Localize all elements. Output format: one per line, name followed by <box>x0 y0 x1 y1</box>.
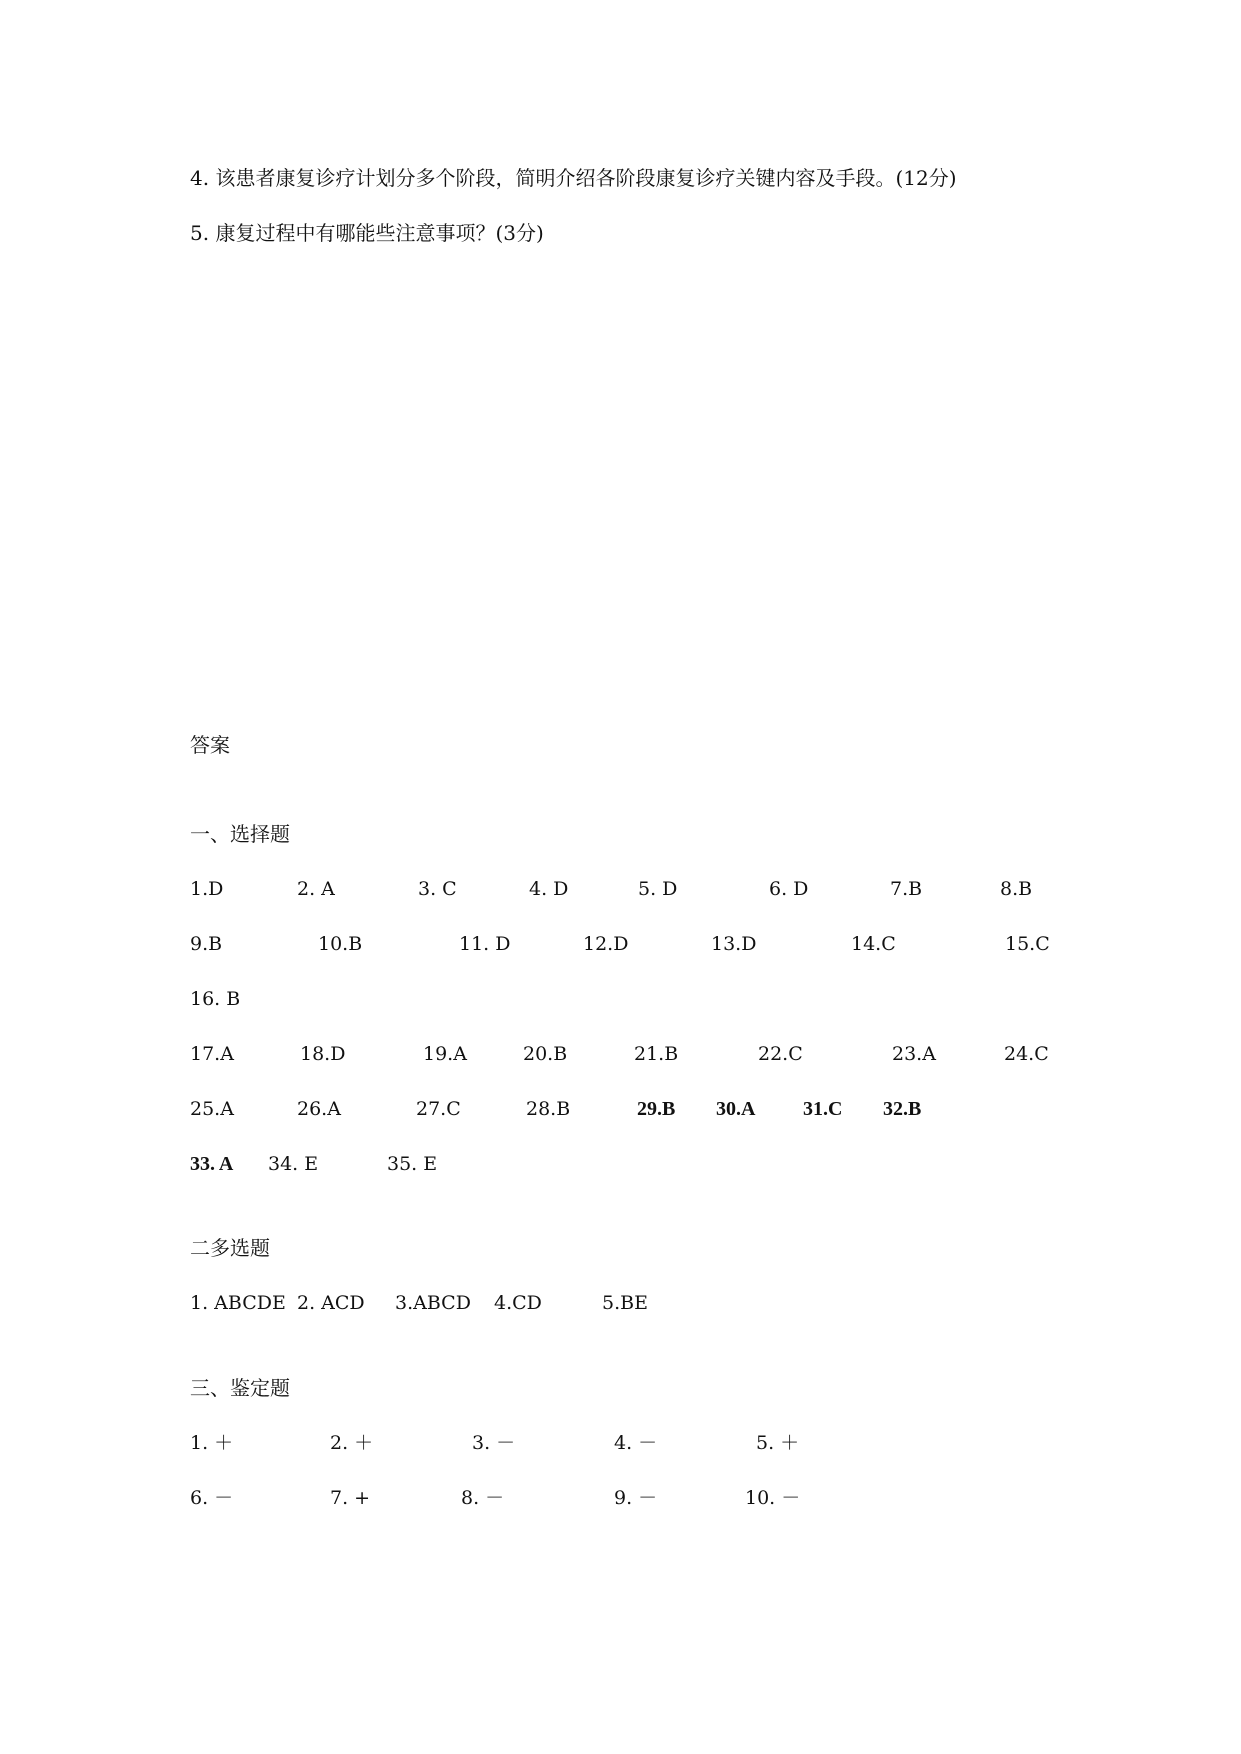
answer-cell: 2. A <box>297 878 335 900</box>
answer-cell: 1. ＋ <box>190 1432 234 1454</box>
section-2-title: 二多选题 <box>190 1236 270 1260</box>
answer-cell: 4. D <box>529 878 569 900</box>
answer-cell: 29.B <box>637 1098 676 1120</box>
answer-cell: 35. E <box>387 1153 438 1175</box>
answer-cell: 7. + <box>330 1487 371 1509</box>
answer-cell: 34. E <box>268 1153 319 1175</box>
answer-cell: 24.C <box>1004 1043 1049 1065</box>
answer-cell: 17.A <box>190 1043 234 1065</box>
question-5: 5. 康复过程中有哪能些注意事项？(3分) <box>190 221 544 245</box>
answer-cell: 18.D <box>300 1043 346 1065</box>
answer-cell: 4. － <box>614 1432 658 1454</box>
answer-cell: 5.BE <box>602 1292 648 1314</box>
answer-cell: 1.D <box>190 878 224 900</box>
section-1-title: 一、选择题 <box>190 822 290 846</box>
answer-cell: 10. － <box>745 1487 801 1509</box>
answer-cell: 9. － <box>614 1487 658 1509</box>
answer-cell: 28.B <box>526 1098 571 1120</box>
answer-cell: 32.B <box>883 1098 922 1120</box>
answer-cell: 25.A <box>190 1098 234 1120</box>
question-4: 4. 该患者康复诊疗计划分多个阶段，简明介绍各阶段康复诊疗关键内容及手段。(12分) <box>190 166 957 190</box>
answer-cell: 3. C <box>418 878 457 900</box>
answer-cell: 16. B <box>190 988 241 1010</box>
answer-cell: 8. － <box>461 1487 505 1509</box>
answer-cell: 4.CD <box>494 1292 542 1314</box>
answer-cell: 1. ABCDE <box>190 1292 286 1314</box>
answer-cell: 30.A <box>716 1098 756 1120</box>
answer-cell: 5. D <box>638 878 678 900</box>
answer-cell: 6. D <box>769 878 809 900</box>
answer-cell: 8.B <box>1000 878 1033 900</box>
answer-cell: 10.B <box>318 933 363 955</box>
answer-cell: 27.C <box>416 1098 461 1120</box>
answer-cell: 2. ACD <box>297 1292 365 1314</box>
answer-cell: 15.C <box>1005 933 1050 955</box>
answer-cell: 11. D <box>459 933 511 955</box>
answer-cell: 2. ＋ <box>330 1432 374 1454</box>
answer-cell: 13.D <box>711 933 757 955</box>
answers-title: 答案 <box>190 733 230 757</box>
answer-cell: 21.B <box>634 1043 679 1065</box>
answer-cell: 14.C <box>851 933 896 955</box>
answer-cell: 5. ＋ <box>756 1432 800 1454</box>
answer-cell: 6. － <box>190 1487 234 1509</box>
answer-cell: 33. A <box>190 1153 234 1175</box>
answer-cell: 3. － <box>472 1432 516 1454</box>
answer-cell: 23.A <box>892 1043 936 1065</box>
answer-cell: 12.D <box>583 933 629 955</box>
section-3-title: 三、鉴定题 <box>190 1376 290 1400</box>
answer-cell: 7.B <box>890 878 923 900</box>
answer-cell: 3.ABCD <box>395 1292 471 1314</box>
answer-cell: 31.C <box>803 1098 843 1120</box>
answer-cell: 19.A <box>423 1043 467 1065</box>
answer-cell: 9.B <box>190 933 223 955</box>
answer-cell: 22.C <box>758 1043 803 1065</box>
answer-cell: 20.B <box>523 1043 568 1065</box>
answer-cell: 26.A <box>297 1098 341 1120</box>
